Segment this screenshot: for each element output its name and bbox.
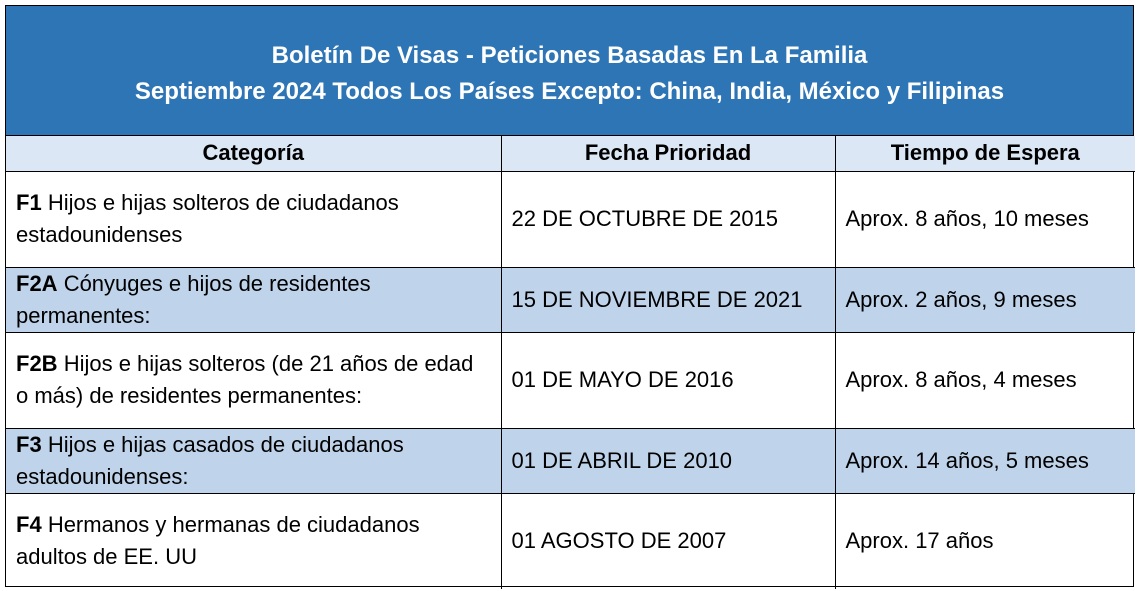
wait-time-cell: Aprox. 8 años, 4 meses [835,332,1135,428]
category-cell [6,332,501,428]
title-line-1: Boletín De Visas - Peticiones Basadas En La Familia [271,41,868,69]
header-category: Categoría [6,136,501,171]
title-line-2: Septiembre 2024 Todos Los Países Excepto: China, India, México y Filipinas [134,77,1005,105]
wait-time-cell: Aprox. 2 años, 9 meses [835,267,1135,332]
priority-date-cell: 22 DE OCTUBRE DE 2015 [501,171,835,267]
table-row [6,267,1135,332]
priority-date-cell: 15 DE NOVIEMBRE DE 2021 [501,267,835,332]
category-cell [6,493,501,589]
table-row [6,493,1135,589]
title-banner [6,6,1133,136]
visa-bulletin-table [5,5,1134,587]
header-row [6,136,1135,171]
category-cell [6,267,501,332]
category-description: Hijos e hijas solteros (de 21 años de edad o más) de residentes permanentes: [16,351,474,408]
table-row [6,332,1135,428]
category-description: Hermanos y hermanas de ciudadanos adultos de EE. UU [16,512,420,570]
wait-time-cell: Aprox. 17 años [835,493,1135,589]
wait-time-cell: Aprox. 14 años, 5 meses [835,428,1135,493]
bulletin-table [6,136,1135,589]
wait-time-cell: Aprox. 8 años, 10 meses [835,171,1135,267]
priority-date-cell: 01 DE MAYO DE 2016 [501,332,835,428]
category-code: F4 [16,512,42,538]
table-row [6,171,1135,267]
category-description: Cónyuges e hijos de residentes permanentes: [16,270,371,328]
category-cell [6,428,501,493]
header-wait-time: Tiempo de Espera [835,136,1135,171]
category-description: Hijos e hijas casados de ciudadanos estadounidenses: [16,431,404,489]
category-cell [6,171,501,267]
category-code: F3 [16,431,42,457]
priority-date-cell: 01 DE ABRIL DE 2010 [501,428,835,493]
category-description: Hijos e hijas solteros de ciudadanos estadounidenses [16,190,399,247]
header-priority-date: Fecha Prioridad [501,136,835,171]
category-code: F1 [16,190,42,215]
category-code: F2B [16,351,58,376]
priority-date-cell: 01 AGOSTO DE 2007 [501,493,835,589]
category-code: F2A [16,270,58,296]
table-row [6,428,1135,493]
